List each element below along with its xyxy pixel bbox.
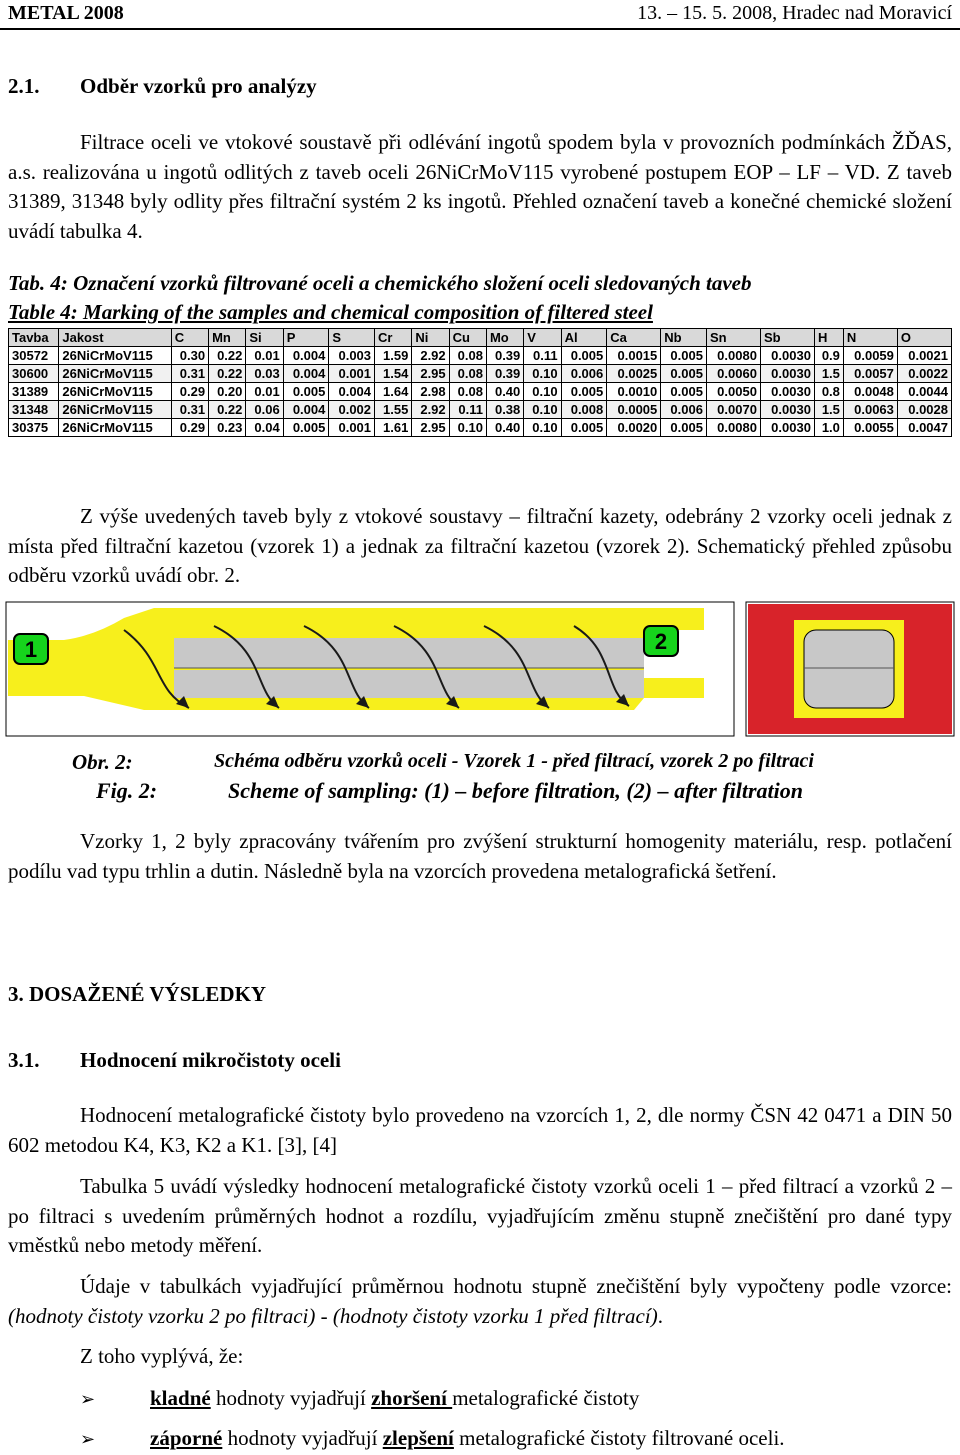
table-cell: 1.61 xyxy=(375,419,412,437)
table-caption-en: Table 4: Marking of the samples and chemical composition of filtered steel xyxy=(8,300,653,324)
running-header-date: 13. – 15. 5. 2008, Hradec nad Moravicí xyxy=(637,2,952,24)
table-cell: 0.005 xyxy=(283,383,329,401)
table-cell: 0.001 xyxy=(329,365,375,383)
table-cell: 0.0028 xyxy=(897,401,951,419)
table-cell: 0.29 xyxy=(171,419,208,437)
table-cell: 26NiCrMoV115 xyxy=(59,401,171,419)
column-header: Sn xyxy=(706,329,760,347)
table-cell: 0.10 xyxy=(449,419,486,437)
bullet-negative xyxy=(80,1424,785,1454)
table-cell: 0.11 xyxy=(524,347,561,365)
bullet-emphasis: zlepšení xyxy=(382,1426,454,1450)
table-cell: 0.0015 xyxy=(607,347,661,365)
column-header: S xyxy=(329,329,375,347)
table-cell: 0.0022 xyxy=(897,365,951,383)
table-cell: 0.01 xyxy=(246,347,283,365)
table-cell: 0.0059 xyxy=(843,347,897,365)
table-cell: 30375 xyxy=(9,419,59,437)
table-cell: 1.54 xyxy=(375,365,412,383)
table-cell: 0.0050 xyxy=(706,383,760,401)
table-cell: 0.0055 xyxy=(843,419,897,437)
table-row xyxy=(9,419,952,437)
table-cell: 0.006 xyxy=(561,365,607,383)
table-cell: 0.006 xyxy=(661,401,707,419)
paragraph-samples: Z výše uvedených taveb byly z vtokové soustavy – filtrační kazety, odebrány 2 vzorky oceli jednak z místa před filtrační kazetou (vzorek 1) a jednak za filtrační kazetou (vzorek 2). Schematický přehled způsobu odběru vzorků uvádí obr. 2. xyxy=(8,504,952,587)
table-cell: 0.23 xyxy=(209,419,246,437)
column-header: Al xyxy=(561,329,607,347)
table-cell: 0.10 xyxy=(524,383,561,401)
table-cell: 0.20 xyxy=(209,383,246,401)
table-caption-cs: Tab. 4: Označení vzorků filtrované oceli a chemického složení oceli sledovaných taveb xyxy=(8,271,752,295)
table-cell: 0.002 xyxy=(329,401,375,419)
section-heading-2-1 xyxy=(8,74,317,99)
header-rule xyxy=(0,28,960,30)
table-cell: 0.005 xyxy=(561,383,607,401)
table-cell: 2.95 xyxy=(412,419,449,437)
chemical-composition-table xyxy=(8,328,952,437)
table-cell: 0.11 xyxy=(449,401,486,419)
column-header: O xyxy=(897,329,951,347)
table-cell: 0.003 xyxy=(329,347,375,365)
paragraph-processing: Vzorky 1, 2 byly zpracovány tvářením pro zvýšení strukturní homogenity materiálu, resp. potlačení podílu vad typu trhlin a dutin. Následně byla na vzorcích provedena metalografická šetření. xyxy=(8,829,952,883)
table-cell: 0.0057 xyxy=(843,365,897,383)
table-cell: 0.29 xyxy=(171,383,208,401)
table-cell: 0.005 xyxy=(283,419,329,437)
table-cell: 0.0063 xyxy=(843,401,897,419)
table-cell: 0.005 xyxy=(661,383,707,401)
table-cell: 0.004 xyxy=(283,365,329,383)
bullet-text: hodnoty vyjadřují xyxy=(222,1426,383,1450)
arrow-bullet-icon: ➢ xyxy=(80,1389,96,1410)
table-cell: 0.40 xyxy=(486,419,523,437)
table-header-row xyxy=(9,329,952,347)
column-header: Cr xyxy=(375,329,412,347)
paragraph-formula xyxy=(8,1272,952,1331)
table-cell: 0.39 xyxy=(486,365,523,383)
table-cell: 0.10 xyxy=(524,365,561,383)
table-cell: 0.005 xyxy=(661,419,707,437)
table-cell: 0.08 xyxy=(449,365,486,383)
table-cell: 0.9 xyxy=(814,347,843,365)
table-cell: 0.0010 xyxy=(607,383,661,401)
table-cell: 0.39 xyxy=(486,347,523,365)
filter-cassette-bottom xyxy=(174,670,644,698)
table-cell: 0.004 xyxy=(283,401,329,419)
paragraph-conclusion-intro: Z toho vyplývá, že: xyxy=(80,1344,244,1368)
table-cell: 1.5 xyxy=(814,365,843,383)
table-body xyxy=(9,347,952,437)
table-cell: 0.22 xyxy=(209,401,246,419)
bullet-keyword: záporné xyxy=(150,1426,223,1450)
bullet-tail: metalografické čistoty filtrované oceli. xyxy=(453,1426,785,1450)
column-header: Ca xyxy=(607,329,661,347)
column-header: Ni xyxy=(412,329,449,347)
paragraph-table5: Tabulka 5 uvádí výsledky hodnocení metalografické čistoty vzorků oceli 1 – před filtrací a vzorků 2 – po filtraci s uvedením průměrných hodnot a rozdílu, vyjadřujícím změnu stupně znečištění pro dané typy vměstků nebo metody měření. xyxy=(8,1174,952,1257)
column-header: Jakost xyxy=(59,329,171,347)
cross-section-filter xyxy=(804,630,894,708)
formula-expression: (hodnoty čistoty vzorku 2 po filtraci) - (hodnoty čistoty vzorku 1 před filtrací) xyxy=(8,1303,658,1328)
figure-label-cs: Obr. 2: xyxy=(72,750,133,774)
bullet-positive xyxy=(80,1384,639,1414)
table-cell: 0.10 xyxy=(524,419,561,437)
table-cell: 0.0030 xyxy=(760,383,814,401)
table-cell: 0.004 xyxy=(283,347,329,365)
arrow-bullet-icon: ➢ xyxy=(80,1429,96,1450)
table-cell: 0.0025 xyxy=(607,365,661,383)
table-cell: 0.31 xyxy=(171,401,208,419)
paragraph-evaluation: Hodnocení metalografické čistoty bylo provedeno na vzorcích 1, 2, dle normy ČSN 42 0471 a DIN 50 602 metodou K4, K3, K2 a K1. [3], [4] xyxy=(8,1103,952,1157)
figure-caption-en: Scheme of sampling: (1) – before filtration, (2) – after filtration xyxy=(228,778,804,803)
section-heading-3: 3. DOSAŽENÉ VÝSLEDKY xyxy=(8,982,267,1006)
table-cell: 31348 xyxy=(9,401,59,419)
table-cell: 0.22 xyxy=(209,347,246,365)
table-cell: 0.0020 xyxy=(607,419,661,437)
filter-cassette-top xyxy=(174,638,644,668)
column-header: Nb xyxy=(661,329,707,347)
table-cell: 0.31 xyxy=(171,365,208,383)
table-cell: 0.0005 xyxy=(607,401,661,419)
table-cell: 1.64 xyxy=(375,383,412,401)
formula-intro: Údaje v tabulkách vyjadřující průměrnou hodnotu stupně znečištění byly vypočteny podle vzorce: xyxy=(80,1274,952,1298)
table-cell: 0.0060 xyxy=(706,365,760,383)
bullet-emphasis: zhoršení xyxy=(371,1386,453,1410)
column-header: Sb xyxy=(760,329,814,347)
table-row xyxy=(9,365,952,383)
bullet-tail: metalografické čistoty xyxy=(452,1386,640,1410)
column-header: Mo xyxy=(486,329,523,347)
sample-1-label: 1 xyxy=(24,637,38,662)
figure-caption-cs: Schéma odběru vzorků oceli - Vzorek 1 - před filtrací, vzorek 2 po filtraci xyxy=(214,750,814,772)
table-cell: 31389 xyxy=(9,383,59,401)
table-cell: 0.008 xyxy=(561,401,607,419)
section-heading-3-1 xyxy=(8,1048,341,1073)
column-header: Tavba xyxy=(9,329,59,347)
column-header: H xyxy=(814,329,843,347)
figure-label-en: Fig. 2: xyxy=(96,778,158,803)
table-cell: 0.0044 xyxy=(897,383,951,401)
column-header: Cu xyxy=(449,329,486,347)
table-cell: 1.5 xyxy=(814,401,843,419)
table-cell: 0.0030 xyxy=(760,401,814,419)
table-cell: 0.22 xyxy=(209,365,246,383)
table-cell: 0.005 xyxy=(661,365,707,383)
table-cell: 0.03 xyxy=(246,365,283,383)
table-row xyxy=(9,347,952,365)
table-cell: 0.005 xyxy=(661,347,707,365)
table-cell: 26NiCrMoV115 xyxy=(59,347,171,365)
bullet-keyword: kladné xyxy=(150,1386,211,1410)
section-number: 2.1. xyxy=(8,74,40,98)
table-cell: 0.0080 xyxy=(706,347,760,365)
table-cell: 0.0048 xyxy=(843,383,897,401)
table-cell: 0.0030 xyxy=(760,419,814,437)
table-cell: 0.08 xyxy=(449,347,486,365)
table-cell: 0.004 xyxy=(329,383,375,401)
table-cell: 0.10 xyxy=(524,401,561,419)
column-header: Si xyxy=(246,329,283,347)
table-cell: 0.30 xyxy=(171,347,208,365)
table-cell: 30572 xyxy=(9,347,59,365)
table-cell: 0.06 xyxy=(246,401,283,419)
table-cell: 0.005 xyxy=(561,419,607,437)
sample-2-label: 2 xyxy=(654,629,668,654)
table-cell: 1.59 xyxy=(375,347,412,365)
column-header: V xyxy=(524,329,561,347)
table-cell: 0.0030 xyxy=(760,347,814,365)
column-header: Mn xyxy=(209,329,246,347)
table-cell: 0.005 xyxy=(561,347,607,365)
section-title: Hodnocení mikročistoty oceli xyxy=(80,1048,341,1072)
table-cell: 0.001 xyxy=(329,419,375,437)
table-cell: 2.98 xyxy=(412,383,449,401)
column-header: N xyxy=(843,329,897,347)
table-cell: 26NiCrMoV115 xyxy=(59,365,171,383)
table-cell: 0.01 xyxy=(246,383,283,401)
section-title: Odběr vzorků pro analýzy xyxy=(80,74,317,98)
bullet-text: hodnoty vyjadřují xyxy=(210,1386,372,1410)
table-cell: 2.92 xyxy=(412,401,449,419)
paragraph-filtration: Filtrace oceli ve vtokové soustavě při odlévání ingotů spodem byla v provozních podmínkách ŽĎAS, a.s. realizována u ingotů odlitých z taveb oceli 26NiCrMoV115 vyrobené postupem EOP – LF – VD. Z taveb 31389, 31348 byly odlity přes filtrační systém 2 ks ingotů. Přehled označení taveb a konečné chemické složení uvádí tabulka 4. xyxy=(8,130,952,243)
table-cell: 26NiCrMoV115 xyxy=(59,383,171,401)
table-cell: 0.0030 xyxy=(760,365,814,383)
table-cell: 30600 xyxy=(9,365,59,383)
table-cell: 0.04 xyxy=(246,419,283,437)
table-cell: 0.0080 xyxy=(706,419,760,437)
table-cell: 2.95 xyxy=(412,365,449,383)
table-cell: 0.0070 xyxy=(706,401,760,419)
section-number: 3.1. xyxy=(8,1048,40,1072)
table-cell: 0.08 xyxy=(449,383,486,401)
running-header-title: METAL 2008 xyxy=(8,2,124,24)
table-cell: 0.8 xyxy=(814,383,843,401)
table-cell: 2.92 xyxy=(412,347,449,365)
table-cell: 1.0 xyxy=(814,419,843,437)
table-cell: 0.0047 xyxy=(897,419,951,437)
table-cell: 0.38 xyxy=(486,401,523,419)
table-row xyxy=(9,401,952,419)
column-header: C xyxy=(171,329,208,347)
table-cell: 1.55 xyxy=(375,401,412,419)
table-cell: 26NiCrMoV115 xyxy=(59,419,171,437)
table-row xyxy=(9,383,952,401)
formula-end: . xyxy=(657,1303,663,1328)
table-cell: 0.40 xyxy=(486,383,523,401)
column-header: P xyxy=(283,329,329,347)
sampling-scheme-figure xyxy=(4,600,956,740)
table-cell: 0.0021 xyxy=(897,347,951,365)
